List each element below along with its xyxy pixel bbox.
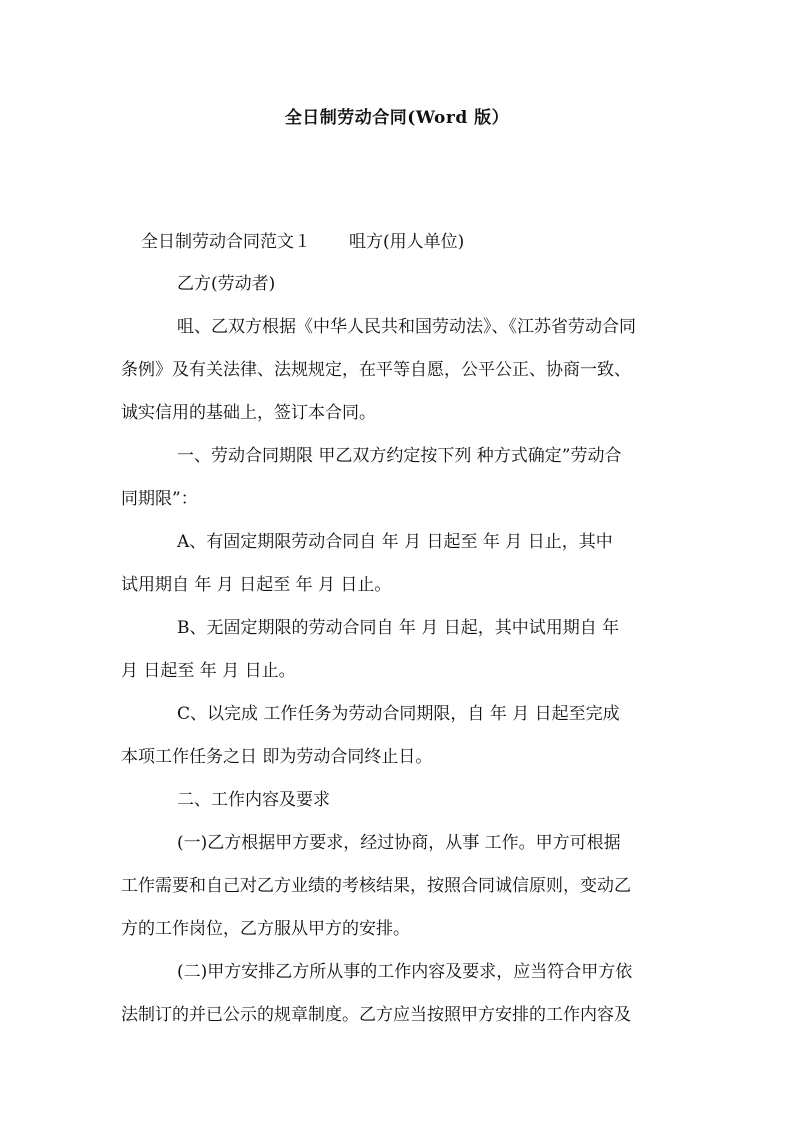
paragraph-line: 本项工作任务之日 即为劳动合同终止日。	[121, 747, 433, 767]
paragraph-line: 试用期自 年 月 日起至 年 月 日止。	[121, 575, 392, 595]
paragraph-line: A、有固定期限劳动合同自 年 月 日起至 年 月 日止，其中	[177, 532, 613, 552]
paragraph-line: 条例》及有关法律、法规规定，在平等自愿，公平公正、协商一致、	[121, 360, 631, 380]
paragraph-line: B、无固定期限的劳动合同自 年 月 日起，其中试用期自 年	[177, 618, 620, 638]
sample-heading: 全日制劳动合同范文１	[141, 232, 311, 252]
paragraph-line: 工作需要和自己对乙方业绩的考核结果，按照合同诚信原则，变动乙	[121, 876, 631, 896]
paragraph-line: (一)乙方根据甲方要求，经过协商，从事 工作。甲方可根据	[177, 833, 621, 853]
paragraph-line: 法制订的并已公示的规章制度。乙方应当按照甲方安排的工作内容及	[121, 1005, 631, 1025]
paragraph-line: C、以完成 工作任务为劳动合同期限，自 年 月 日起至完成	[177, 704, 620, 724]
paragraph-line: 方的工作岗位，乙方服从甲方的安排。	[121, 919, 410, 939]
paragraph-line: 同期限”：	[121, 489, 198, 509]
paragraph-line: (二)甲方安排乙方所从事的工作内容及要求，应当符合甲方依	[177, 962, 633, 982]
paragraph-line: 咀、乙双方根据《中华人民共和国劳动法》、《江苏省劳动合同	[177, 317, 636, 337]
section-heading: 二、工作内容及要求	[177, 790, 330, 810]
party-a-label: 咀方(用人单位)	[349, 232, 465, 252]
paragraph-line: 乙方(劳动者)	[177, 274, 276, 294]
paragraph-line	[141, 232, 464, 252]
paragraph-line: 诚实信用的基础上，签订本合同。	[121, 403, 376, 423]
document-title: 全日制劳动合同(Word 版）	[284, 108, 510, 128]
paragraph-line: 一、劳动合同期限 甲乙双方约定按下列 种方式确定”劳动合	[177, 446, 622, 466]
paragraph-line: 月 日起至 年 月 日止。	[121, 661, 296, 681]
